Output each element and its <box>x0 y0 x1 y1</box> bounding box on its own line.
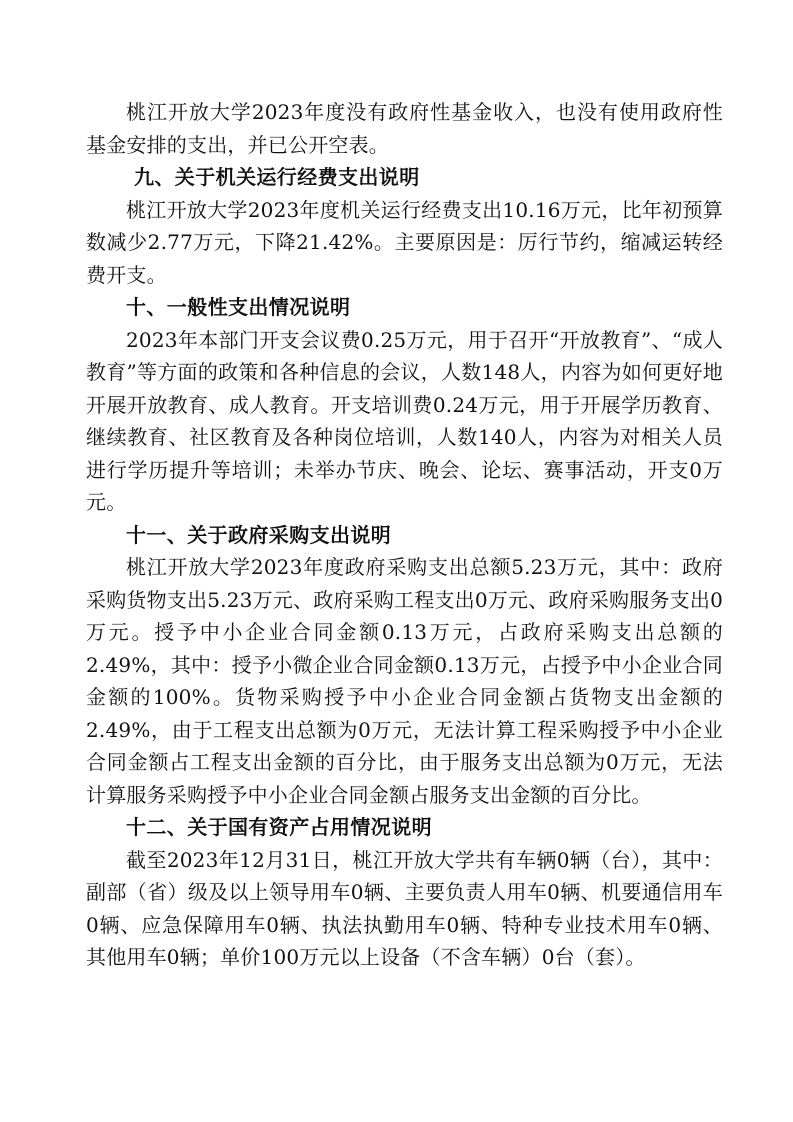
paragraph-government-fund: 桃江开放大学2023年度没有政府性基金收入，也没有使用政府性基金安排的支出，并已公开空表。 <box>86 100 723 157</box>
heading-section-11: 十一、关于政府采购支出说明 <box>126 522 392 547</box>
paragraph-operating-expenses: 桃江开放大学2023年度机关运行经费支出10.16万元，比年初预算数减少2.77万元，下降21.42%。主要原因是：厉行节约，缩减运转经费开支。 <box>86 197 723 287</box>
heading-section-12: 十二、关于国有资产占用情况说明 <box>126 815 432 839</box>
heading-section-10: 十、一般性支出情况说明 <box>126 295 351 319</box>
paragraph-procurement: 桃江开放大学2023年度政府采购支出总额5.23万元，其中：政府采购货物支出5.23万元、政府采购工程支出0万元、政府采购服务支出0万元。授予中小企业合同金额0.13万元，占政府采购支出总额的2.49%，其中：授予小微企业合同金额0.13万元，占授予中小企业合同金额的100%。货物采购授予中小企业合同金额占货物支出金额的2.49%，由于工程支出总额为0万元，无法计算工程采购授予中小企业合同金额占工程支出金额的百分比，由于服务支出总额为0万元，无法计算服务采购授予中小企业合同金额占服务支出金额的百分比。 <box>86 555 723 807</box>
heading-section-9: 九、关于机关运行经费支出说明 <box>134 165 420 189</box>
paragraph-state-assets: 截至2023年12月31日，桃江开放大学共有车辆0辆（台），其中：副部（省）级及以上领导用车0辆、主要负责人用车0辆、机要通信用车0辆、应急保障用车0辆、执法执勤用车0辆、特种专业技术用车0辆、其他用车0辆；单价100万元以上设备（不含车辆）0台（套）。 <box>86 847 723 969</box>
document-body <box>86 96 723 974</box>
paragraph-general-expenditure: 2023年本部门开支会议费0.25万元，用于召开“开放教育”、“成人教育”等方面的政策和各种信息的会议，人数148人，内容为如何更好地开展开放教育、成人教育。开支培训费0.24万元，用于开展学历教育、继续教育、社区教育及各种岗位培训，人数140人，内容为对相关人员进行学历提升等培训；未举办节庆、晚会、论坛、赛事活动，开支0万元。 <box>86 327 723 514</box>
